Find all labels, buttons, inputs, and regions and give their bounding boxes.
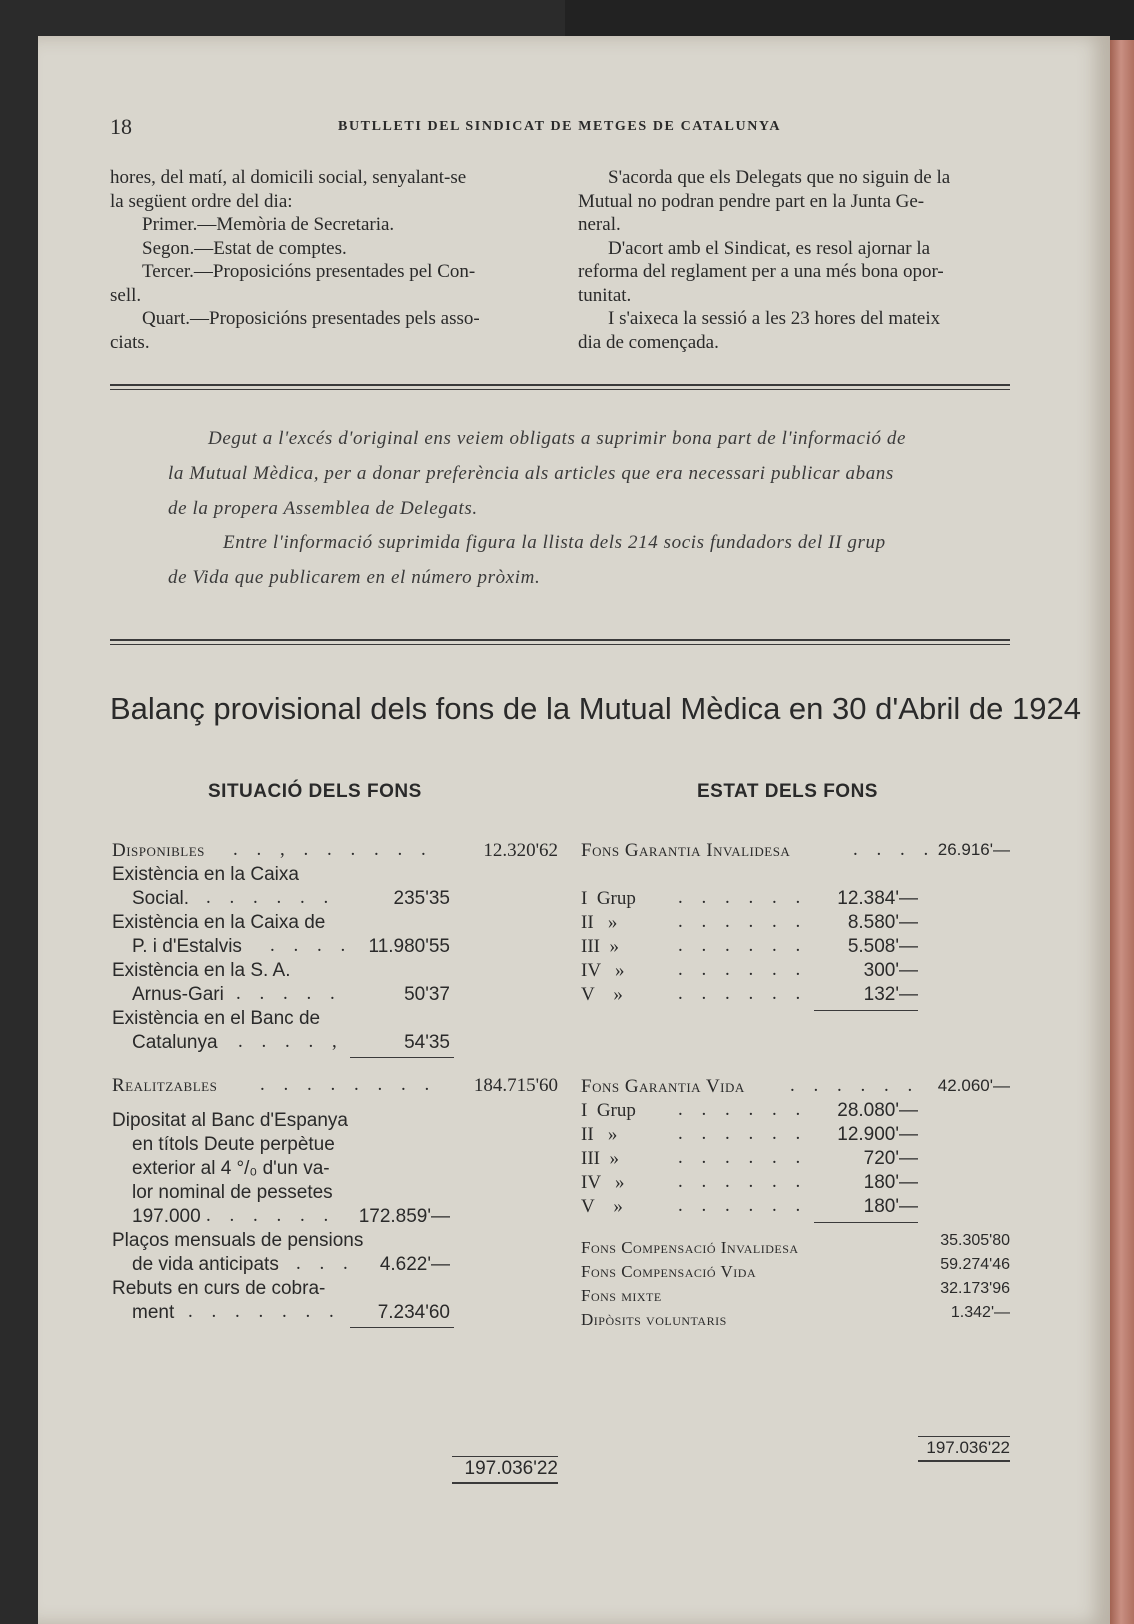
subtotal-rule bbox=[814, 1222, 918, 1223]
notice-line: de la propera Assemblea de Delegats. bbox=[168, 498, 478, 519]
divider-rule bbox=[110, 389, 1010, 390]
page-number: 18 bbox=[110, 114, 132, 139]
group-value: 300'— bbox=[863, 960, 918, 981]
leader-dots: . . . . . . bbox=[678, 1123, 808, 1144]
group-value: 132'— bbox=[863, 984, 918, 1005]
group-label: IV » bbox=[581, 960, 625, 981]
fund-value: 32.173'96 bbox=[940, 1280, 1010, 1297]
group-value: 180'— bbox=[863, 1196, 918, 1217]
right-line: tunitat. bbox=[578, 284, 632, 306]
right-line: neral. bbox=[578, 214, 621, 235]
fund-label: Fons mixte bbox=[581, 1286, 662, 1305]
group-value: 180'— bbox=[863, 1172, 918, 1193]
total-rule bbox=[452, 1456, 558, 1457]
fund-value: 59.274'46 bbox=[940, 1256, 1010, 1273]
group-label: I Grup bbox=[581, 888, 636, 909]
invalidesa-label: Fons Garantia Invalidesa bbox=[581, 840, 791, 861]
book-binding bbox=[1108, 40, 1134, 1624]
left-line: Primer.—Memòria de Secretaria. bbox=[142, 214, 395, 235]
realitzables-label: Realitzables bbox=[112, 1075, 218, 1096]
situacio-heading: SITUACIÓ DELS FONS bbox=[208, 781, 422, 802]
right-column bbox=[578, 166, 1018, 354]
situacio-grand-total: 197.036'22 bbox=[464, 1458, 558, 1479]
group-label: V » bbox=[581, 984, 623, 1005]
leader-dots: . . . . . . bbox=[678, 887, 808, 908]
estat-grand-total: 197.036'22 bbox=[926, 1438, 1010, 1457]
disp-line: P. i d'Estalvis bbox=[132, 936, 242, 957]
group-value: 5.508'— bbox=[847, 936, 918, 957]
left-line: Tercer.—Proposicións presentades pel Con- bbox=[142, 261, 476, 282]
leader-dots: . . . . . . bbox=[678, 1147, 808, 1168]
real-line: Plaços mensuals de pensions bbox=[112, 1230, 364, 1251]
group-label: III » bbox=[581, 1148, 619, 1169]
leader-dots: . . . . . . bbox=[206, 1205, 336, 1226]
disp-line: Arnus-Gari bbox=[132, 984, 224, 1005]
group-label: V » bbox=[581, 1196, 623, 1217]
leader-dots: . . . . . bbox=[236, 983, 342, 1004]
realitzables-total: 184.715'60 bbox=[473, 1075, 558, 1096]
real-line: Rebuts en curs de cobra- bbox=[112, 1278, 326, 1299]
notice-line: Degut a l'excés d'original ens veiem obligats a suprimir bona part de l'informació de bbox=[208, 428, 907, 449]
total-rule bbox=[918, 1460, 1010, 1462]
leader-dots: . . . . . . bbox=[678, 983, 808, 1004]
fund-value: 35.305'80 bbox=[940, 1232, 1010, 1249]
disp-line: Existència en la S. A. bbox=[112, 960, 291, 981]
leader-dots: . . . . . . bbox=[678, 935, 808, 956]
total-rule bbox=[452, 1482, 558, 1484]
group-value: 28.080'— bbox=[837, 1100, 918, 1121]
right-line: D'acort amb el Sindicat, es resol ajornar la bbox=[608, 237, 931, 259]
group-label: IV » bbox=[581, 1172, 625, 1193]
divider-rule bbox=[110, 644, 1010, 645]
subtotal-rule bbox=[350, 1327, 454, 1328]
right-line: reforma del reglament per a una més bona opor- bbox=[578, 261, 944, 282]
leader-dots: . . . . . . bbox=[678, 959, 808, 980]
leader-dots: . . . . . . bbox=[678, 911, 808, 932]
invalidesa-total: 26.916'— bbox=[937, 840, 1010, 859]
balance-title: Balanç provisional dels fons de la Mutual Mèdica en 30 d'Abril de 1924 bbox=[110, 691, 1081, 726]
leader-dots: . . . . . . bbox=[678, 1171, 808, 1192]
real-line: ment bbox=[132, 1302, 175, 1323]
fund-label: Dipòsits voluntaris bbox=[581, 1310, 727, 1329]
real-line: de vida anticipats bbox=[132, 1254, 279, 1275]
disp-line: Existència en el Banc de bbox=[112, 1008, 321, 1029]
leader-dots: . . . . . . bbox=[678, 1195, 808, 1216]
disp-value: 235'35 bbox=[393, 888, 450, 909]
disp-line: Existència en la Caixa bbox=[112, 864, 299, 885]
left-line: la següent ordre del dia: bbox=[110, 190, 293, 212]
disponibles-label: Disponibles bbox=[112, 840, 205, 861]
disp-line: Social. bbox=[132, 888, 190, 909]
divider-rule bbox=[110, 384, 1010, 386]
leader-dots: . . . . . . bbox=[206, 887, 336, 908]
real-line: exterior al 4 °/₀ d'un va- bbox=[132, 1158, 330, 1179]
disp-value: 54'35 bbox=[404, 1032, 450, 1053]
notice-line: la Mutual Mèdica, per a donar preferència als articles que era necessari publicar abans bbox=[168, 463, 894, 484]
leader-dots: . . . . . . . bbox=[188, 1301, 341, 1322]
real-line: 197.000 bbox=[132, 1206, 201, 1227]
real-value: 4.622'— bbox=[379, 1254, 450, 1275]
group-value: 12.900'— bbox=[837, 1124, 918, 1145]
group-label: I Grup bbox=[581, 1100, 636, 1121]
leader-dots: . . . . , bbox=[238, 1031, 344, 1052]
estat-heading: ESTAT DELS FONS bbox=[697, 781, 878, 802]
disp-value: 50'37 bbox=[404, 984, 450, 1005]
leader-dots: . . . . bbox=[270, 935, 353, 956]
real-value: 172.859'— bbox=[358, 1206, 450, 1227]
left-line: Quart.—Proposicións presentades pels asso- bbox=[142, 308, 480, 329]
group-value: 8.580'— bbox=[847, 912, 918, 933]
leader-dots: . . . . bbox=[853, 839, 936, 860]
notice-line: Entre l'informació suprimida figura la llista dels 214 socis fundadors del II grup bbox=[223, 532, 886, 553]
fund-label: Fons Compensació Vida bbox=[581, 1262, 757, 1281]
left-line: hores, del matí, al domicili social, senyalant-se bbox=[110, 167, 467, 188]
running-title: BUTLLETI DEL SINDICAT DE METGES DE CATALUNYA bbox=[338, 119, 782, 134]
group-label: II » bbox=[581, 912, 618, 933]
left-line: sell. bbox=[110, 284, 142, 306]
real-line: en títols Deute perpètue bbox=[132, 1134, 335, 1155]
divider-rule bbox=[110, 639, 1010, 641]
right-line: dia de començada. bbox=[578, 331, 719, 353]
disp-line: Catalunya bbox=[132, 1032, 218, 1053]
disponibles-total: 12.320'62 bbox=[483, 840, 558, 861]
vida-total: 42.060'— bbox=[937, 1076, 1010, 1095]
group-value: 12.384'— bbox=[837, 888, 918, 909]
fund-value: 1.342'— bbox=[950, 1304, 1010, 1321]
right-line: S'acorda que els Delegats que no siguin de la bbox=[608, 167, 951, 188]
group-label: II » bbox=[581, 1124, 618, 1145]
leader-dots: . . . . . . bbox=[790, 1075, 920, 1096]
real-line: lor nominal de pessetes bbox=[132, 1182, 333, 1203]
right-line: Mutual no podran pendre part en la Junta Ge- bbox=[578, 190, 925, 212]
leader-dots: . . , . . . . . . bbox=[233, 839, 433, 860]
subtotal-rule bbox=[350, 1057, 454, 1058]
disp-line: Existència en la Caixa de bbox=[112, 912, 326, 933]
leader-dots: . . . . . . . . bbox=[260, 1074, 437, 1095]
fund-label: Fons Compensació Invalidesa bbox=[581, 1238, 799, 1257]
group-value: 720'— bbox=[863, 1148, 918, 1169]
subtotal-rule bbox=[814, 1010, 918, 1011]
right-line: I s'aixeca la sessió a les 23 hores del mateix bbox=[608, 308, 941, 329]
notice-line: de Vida que publicarem en el número pròxim. bbox=[168, 567, 541, 588]
leader-dots: . . . bbox=[296, 1253, 355, 1274]
group-label: III » bbox=[581, 936, 619, 957]
left-line: Segon.—Estat de comptes. bbox=[142, 237, 347, 259]
document-page bbox=[38, 36, 1110, 1624]
left-column bbox=[110, 166, 590, 354]
real-line: Dipositat al Banc d'Espanya bbox=[112, 1110, 348, 1131]
vida-label: Fons Garantia Vida bbox=[581, 1076, 745, 1097]
leader-dots: . . . . . . bbox=[678, 1099, 808, 1120]
total-rule bbox=[918, 1436, 1010, 1437]
left-line: ciats. bbox=[110, 331, 150, 353]
disp-value: 11.980'55 bbox=[368, 936, 450, 957]
real-value: 7.234'60 bbox=[377, 1302, 450, 1323]
